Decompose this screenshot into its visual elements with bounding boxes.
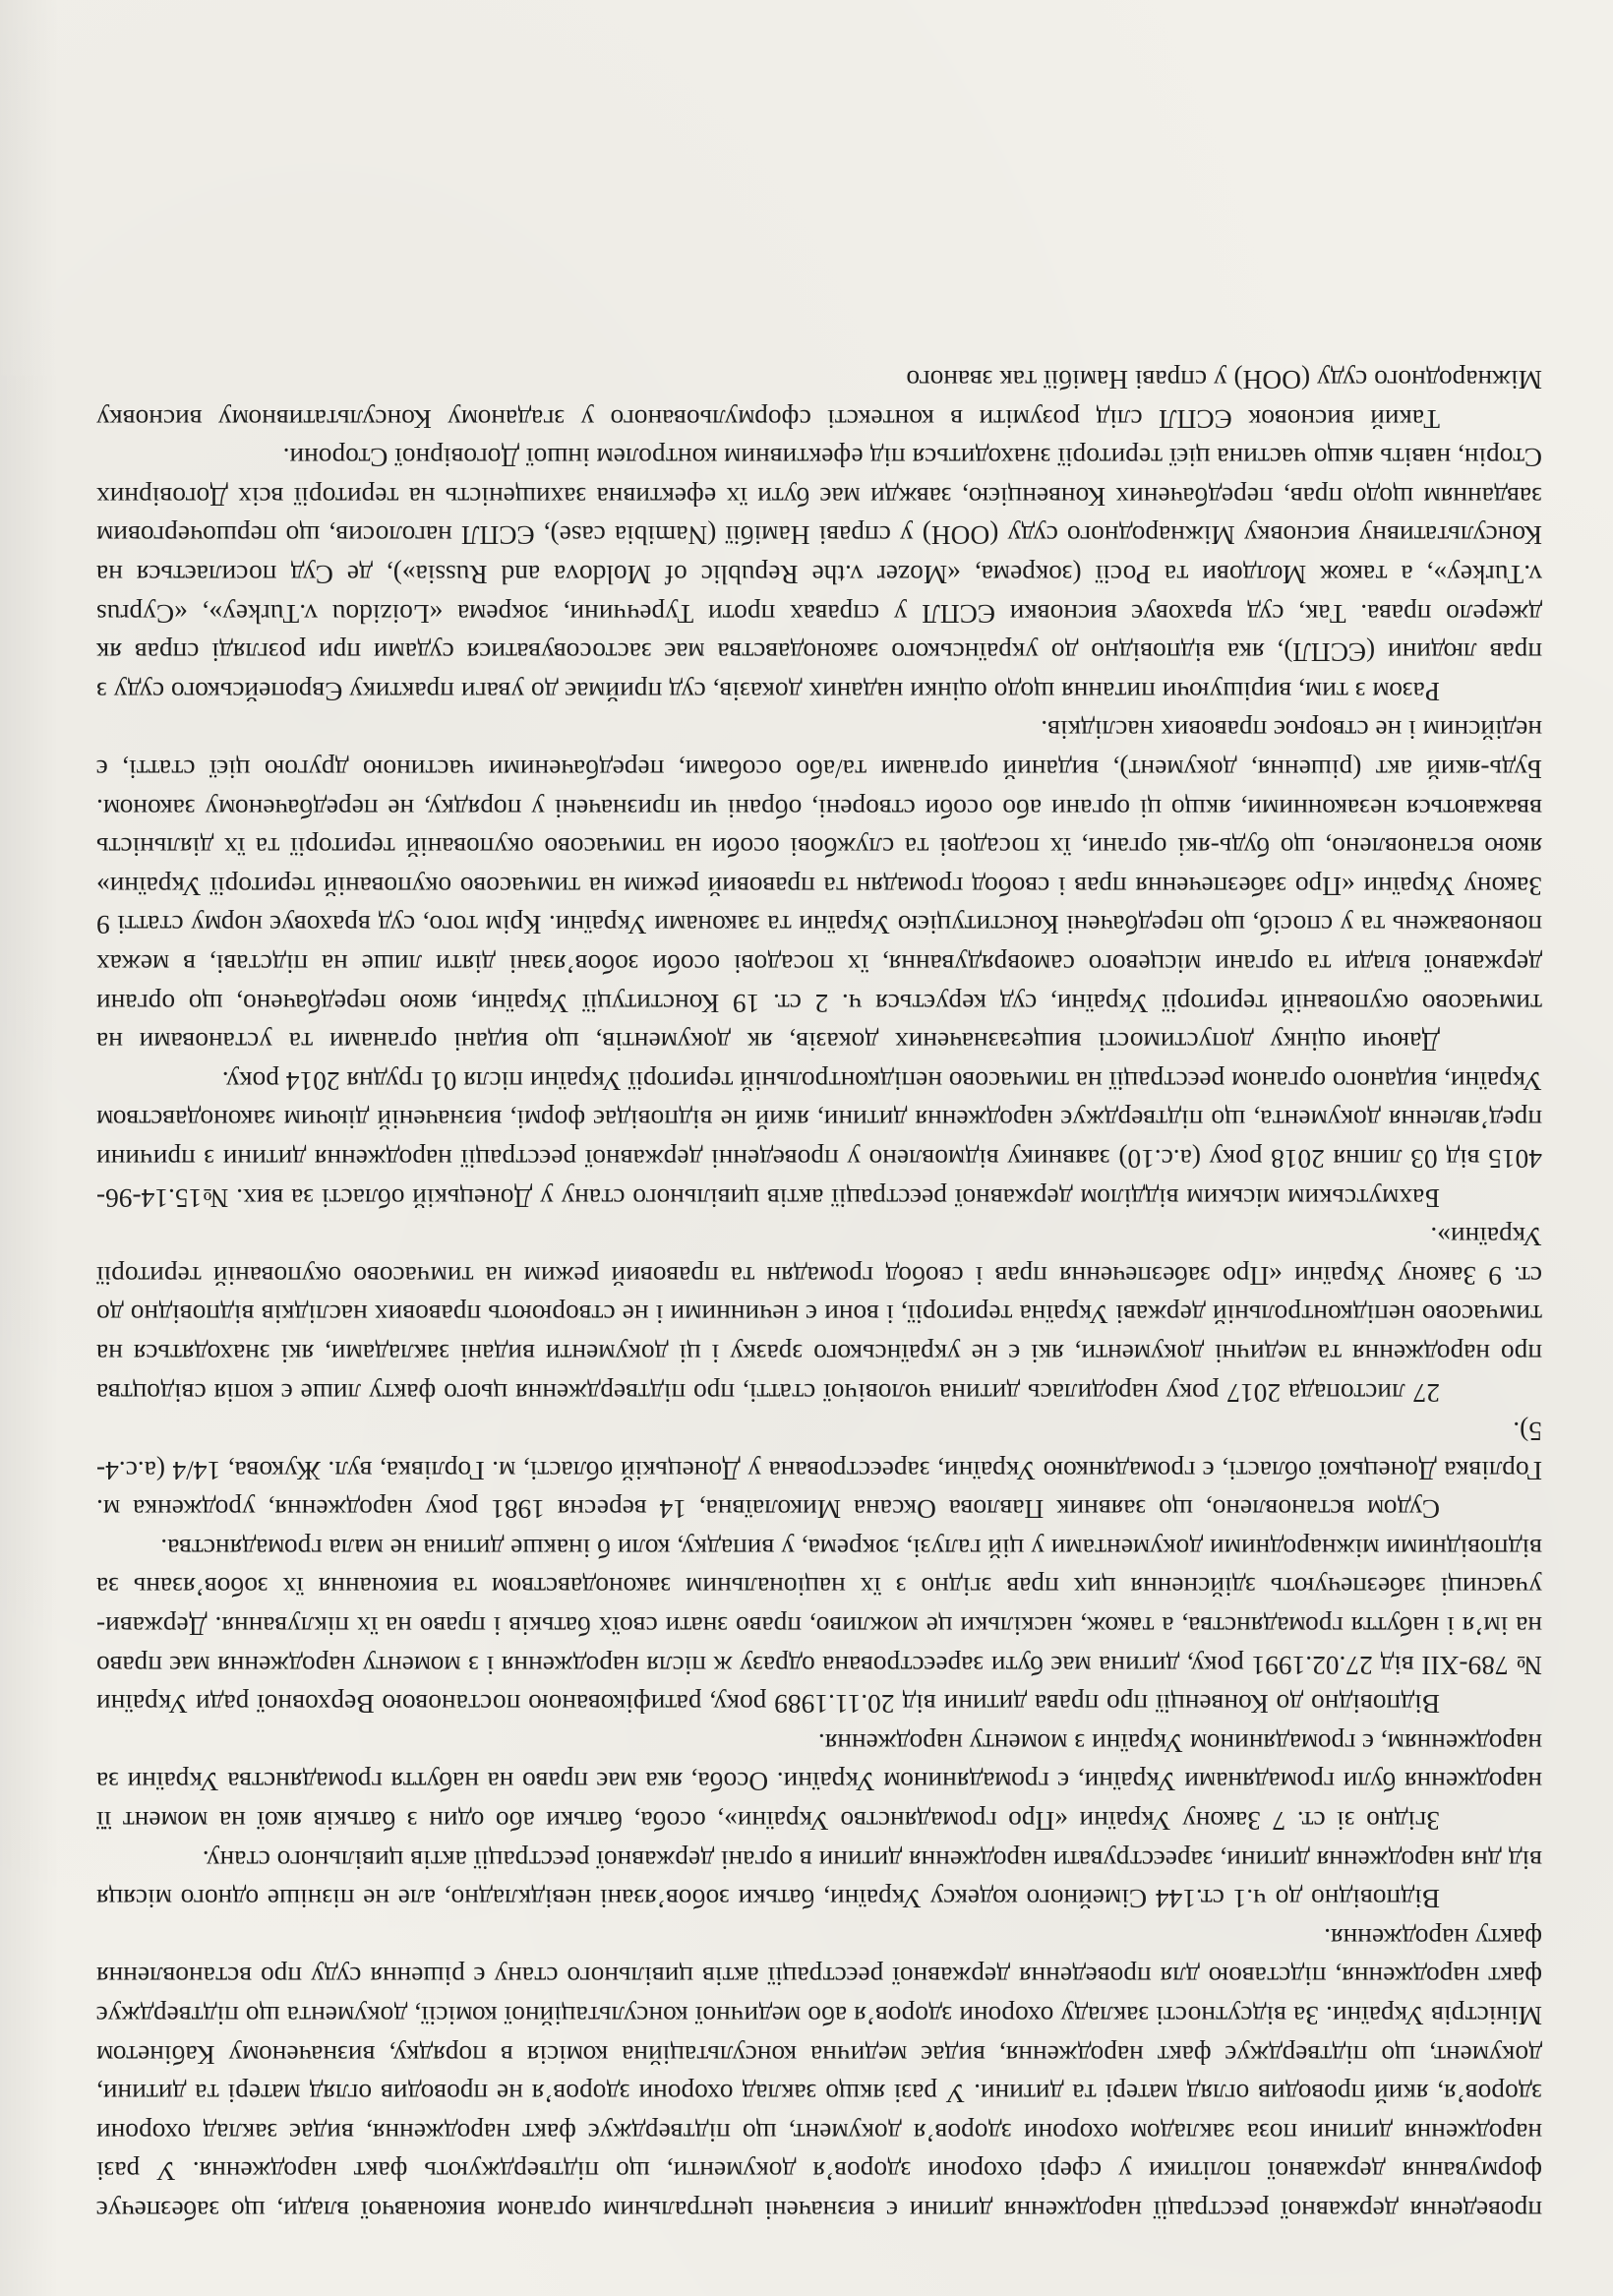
paragraph-6: 27 листопада 2017 року народилась дитина чоловічої статті, про підтвердження цього факту лише є копія свідоцтва про народження та медичні документи, які є не українського зразку і ці документи видані закладами, які знаходяться на тимчасово непідконтрольній державі Україна території, і вони є нечинними і не створюють правових наслідків відповідно до ст. 9 Закону України «Про забезпечення прав і свобод громадян та правовий режим на тимчасово окупованій території України». [96,1222,1542,1408]
paragraph-8: Даючи оцінку допустимості вищезазначених доказів, як документів, що видані органами та установами на тимчасово окупованій території України, суд керується ч. 2 ст. 19 Конституції України, якою передбачено, що органи державної влади та органи місцевого самоврядування, їх посадові особи зобов’язані діяти лише на підставі, в межах повноважень та у спосіб, що передбачені Конституцією України та законами України. Крім того, суд враховує норму статті 9 Закону України «Про забезпечення прав і свобод громадян та правовий режим на тимчасово окупованій території України» якою встановлено, що будь-які органи, їх посадові та службові особи на тимчасово окупованій території та їх діяльність вважаються незаконними, якщо ці органи або особи створені, обрані чи призначені у порядку, не передбаченому законом. Будь-який акт (рішення, документ), виданий органами та/або особами, передбаченими частиною другою цієї статті, є недійсним і не створює правових наслідків. [96,715,1542,1057]
paragraph-1: проведення державної реєстрації народження дитини є визначені центральним органом виконавчої влади, що забезпечує формування державної політики у сфері охорони здоров’я документи, що підтверджують факт народження. У разі народження дитини поза закладом охорони здоров’я документ, що підтверджує факт народження, видає заклад охорони здоров’я, який проводив огляд матері та дитини. У разі якщо заклад охорони здоров’я не проводив огляд матері та дитини, документ, що підтверджує факт народження, видає медична консультаційна комісія в порядку, визначеному Кабінетом Міністрів України. За відсутності закладу охорони здоров’я або медичної консультаційної комісії, документа що підтверджує факт народження, підставою для проведення державної реєстрації актів цивільного стану є рішення суду про встановлення факту народження. [96,1922,1542,2225]
paragraph-10: Такий висновок ЄСПЛ слід розуміти в контексті сформульованого у згаданому Консультативному висновку Міжнародного суду (ООН) у справі Намібії так званого [96,365,1542,434]
scan-edge-shadow [0,0,59,2296]
paragraph-5: Судом встановлено, що заявник Павлова Оксана Миколаївна, 14 вересня 1981 року народження, уродженка м. Горлівка Донецької області, є громадянкою України, зареєстрована у Донецькій області, м. Горлівка, вул. Жукова, 14/4 (а.с.4-5). [96,1417,1542,1525]
paragraph-2: Відповідно до ч.1 ст.144 Сімейного кодексу України, батьки зобов’язані невідкладно, але не пізніше одного місяця від дня народження дитини, зареєструвати народження дитини в органі державної реєстрації актів цивільного стану. [96,1844,1542,1914]
court-decision-text [96,360,1542,2230]
paragraph-9: Разом з тим, вирішуючи питання щодо оцінки наданих доказів, суд приймає до уваги практику Європейського суду з прав людини (ЄСПЛ), яка відповідно до українського законодавства має застосовуватися судами при розгляді справ як джерело права. Так, суд враховує висновки ЄСПЛ у справах проти Туреччини, зокрема «Loizidou v.Turkey», «Cyprus v.Turkey», а також Молдови та Росії (зокрема, «Mozer v.the Republic of Moldova and Russia»), де Суд посилається на Консультативну висновку Міжнародного суду (ООН) у справі Намібії (Namibia case), ЄСПЛ наголосив, що першочерговим завданням щодо прав, передбачених Конвенцією, завжди має бути їх ефективна захищеність на території всіх Договірних Сторін, навіть якщо частина цієї території знаходиться під ефективним контролем іншої Договірної Сторони. [96,443,1542,706]
paragraph-3: Згідно зі ст. 7 Закону України «Про громадянство України», особа, батьки або один з батьків якої на момент її народження були громадянами України, є громадянином України. Особа, яка має право на набуття громадянства України за народженням, є громадянином України з моменту народження. [96,1727,1542,1837]
paragraph-7: Бахмутським міським відділом державної реєстрації актів цивільного стану у Донецькій області за вих. №15.14-96-4015 від 03 липня 2018 року (а.с.10) заявнику відмовлено у проведенні державної реєстрації народження дитини з причини пред’явлення документа, що підтверджує народження дитини, який не відповідає формі, визначеній діючим законодавством України, виданого органом реєстрації на тимчасово непідконтрольній території України після 01 грудня 2014 року. [96,1065,1542,1213]
paragraph-4: Відповідно до Конвенції про права дитини від 20.11.1989 року, ратифікованою постановою Верховної ради України № 789-XII від 27.02.1991 року, дитина має бути зареєстрована одразу ж після народження і з моменту народження має право на ім’я і набуття громадянства, а також, наскільки це можливо, право знати своїх батьків і право на їх піклування. Держави-учасниці забезпечують здійснення цих прав згідно з їх національним законодавством та виконання їх зобов’язань за відповідними міжнародними документами у цій галузі, зокрема, у випадку, коли б інакше дитина не мала громадянства. [96,1533,1542,1720]
